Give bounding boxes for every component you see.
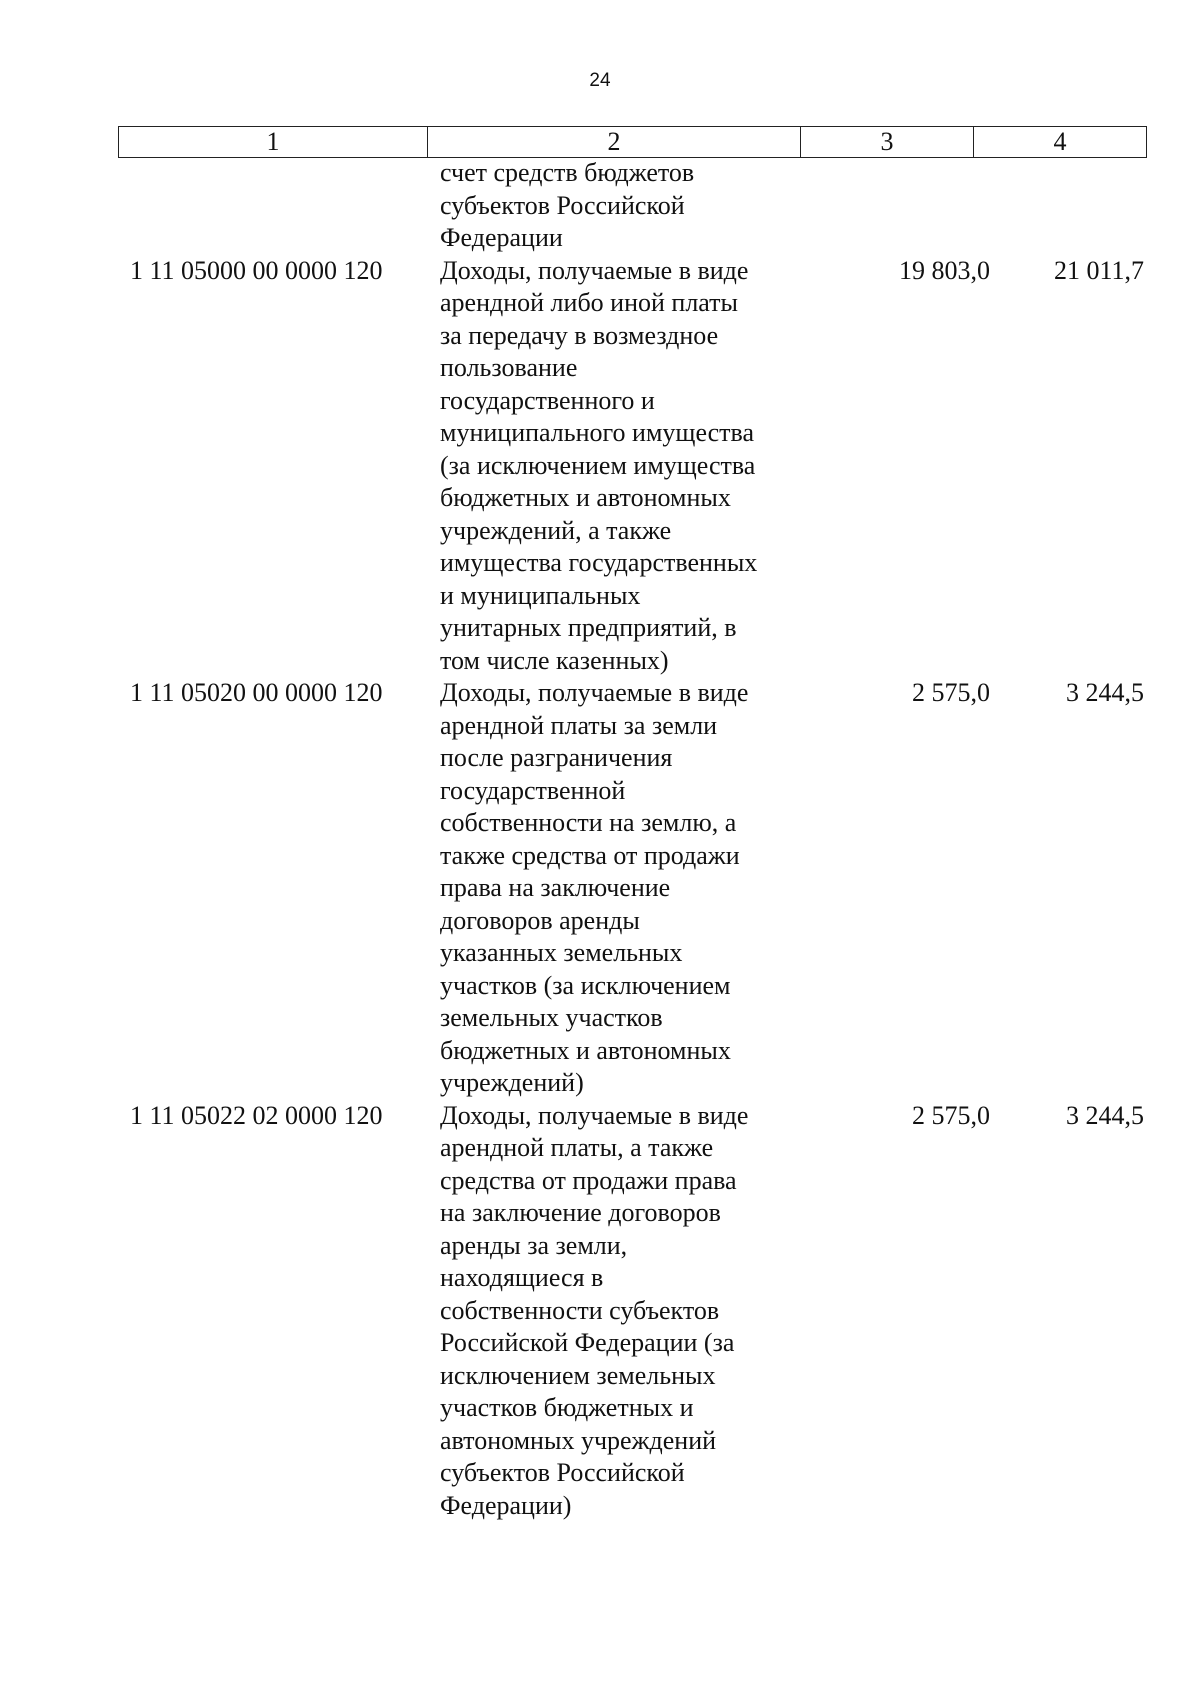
name-line: и муниципальных bbox=[440, 580, 641, 610]
name-line: бюджетных и автономных bbox=[440, 483, 731, 512]
name-line: участков бюджетных и bbox=[440, 1393, 694, 1422]
name-line: после разграничения bbox=[440, 743, 673, 772]
code-cell: 1 11 05000 00 0000 120 bbox=[130, 255, 383, 285]
name-line: указанных земельных bbox=[440, 938, 683, 967]
name-line: (за исключением имущества bbox=[440, 450, 756, 480]
name-line: Федерации bbox=[440, 223, 563, 252]
code-cell: 1 11 05020 00 0000 120 bbox=[130, 678, 383, 707]
column-header-row bbox=[119, 127, 1147, 158]
column-header-1: 1 bbox=[119, 127, 428, 158]
name-line: арендной платы за земли bbox=[440, 710, 718, 740]
column-header-2: 2 bbox=[428, 127, 801, 158]
name-line: права на заключение bbox=[440, 873, 671, 902]
name-line: исключением земельных bbox=[440, 1360, 716, 1390]
name-line: учреждений) bbox=[440, 1068, 584, 1097]
name-line: арендной платы, а также bbox=[440, 1133, 714, 1162]
name-line: собственности субъектов bbox=[440, 1295, 720, 1325]
value-col4: 3 244,5 bbox=[1066, 1100, 1144, 1130]
code-cell: 1 11 05022 02 0000 120 bbox=[130, 1100, 383, 1130]
name-line: Федерации) bbox=[440, 1490, 572, 1520]
name-line: Российской Федерации (за bbox=[440, 1328, 735, 1357]
name-line: субъектов Российской bbox=[440, 190, 685, 220]
column-header-table bbox=[118, 126, 1147, 158]
name-line: также средства от продажи bbox=[440, 840, 740, 870]
name-cell bbox=[420, 255, 812, 678]
value-col3: 2 575,0 bbox=[912, 678, 990, 707]
value-col4: 21 011,7 bbox=[1053, 255, 1144, 285]
name-line: учреждений, а также bbox=[440, 515, 672, 545]
table-row bbox=[118, 255, 1144, 678]
table-row bbox=[118, 677, 1144, 1100]
name-line: счет средств бюджетов bbox=[440, 158, 695, 187]
value-col3: 19 803,0 bbox=[899, 255, 990, 285]
name-line: средства от продажи права bbox=[440, 1165, 737, 1195]
name-cell bbox=[420, 1100, 812, 1523]
name-line: арендной либо иной платы bbox=[440, 288, 738, 317]
name-line: муниципального имущества bbox=[440, 418, 755, 447]
name-line: автономных учреждений bbox=[440, 1425, 717, 1455]
name-line: договоров аренды bbox=[440, 905, 640, 935]
name-cell bbox=[420, 677, 812, 1100]
table-body bbox=[118, 157, 1144, 1522]
name-line: государственного и bbox=[440, 385, 655, 415]
name-line: том числе казенных) bbox=[440, 645, 669, 675]
name-cell bbox=[420, 157, 812, 255]
name-line: Доходы, получаемые в виде bbox=[440, 255, 749, 285]
column-header-3: 3 bbox=[801, 127, 974, 158]
name-line: унитарных предприятий, в bbox=[440, 613, 737, 642]
value-col4: 3 244,5 bbox=[1066, 678, 1144, 707]
name-line: собственности на землю, а bbox=[440, 808, 737, 837]
name-line: участков (за исключением bbox=[440, 970, 731, 1000]
column-header-4: 4 bbox=[974, 127, 1147, 158]
name-line: на заключение договоров bbox=[440, 1198, 721, 1227]
name-line: за передачу в возмездное bbox=[440, 320, 719, 350]
name-line: пользование bbox=[440, 353, 578, 382]
value-col3: 2 575,0 bbox=[912, 1100, 990, 1130]
name-line: государственной bbox=[440, 775, 626, 805]
name-line: Доходы, получаемые в виде bbox=[440, 678, 749, 707]
name-line: бюджетных и автономных bbox=[440, 1035, 731, 1065]
table-row bbox=[118, 1100, 1144, 1523]
continuation-row bbox=[118, 157, 1144, 255]
name-line: земельных участков bbox=[440, 1003, 663, 1032]
name-line: находящиеся в bbox=[440, 1263, 604, 1292]
name-line: имущества государственных bbox=[440, 548, 758, 577]
name-line: аренды за земли, bbox=[440, 1230, 628, 1260]
page-number: 24 bbox=[589, 70, 611, 91]
name-line: субъектов Российской bbox=[440, 1458, 685, 1487]
name-line: Доходы, получаемые в виде bbox=[440, 1100, 749, 1130]
